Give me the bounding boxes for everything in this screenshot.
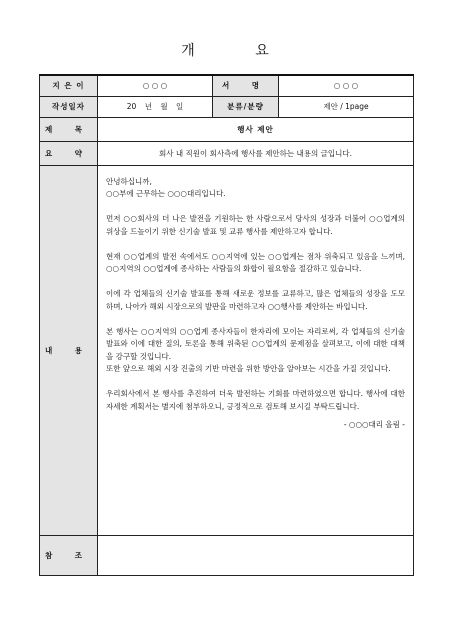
subject-row xyxy=(40,117,414,141)
content-label: 내 용 xyxy=(40,165,98,535)
greeting-line: 안녕하십니까, xyxy=(106,176,152,186)
reference-label: 참 조 xyxy=(40,535,98,575)
author-row xyxy=(40,75,414,96)
content-body xyxy=(98,165,414,535)
subject-value: 행사 제안 xyxy=(98,117,414,141)
category-value: 제안 / 1page xyxy=(279,96,414,117)
paragraph: 먼저 ○○회사의 더 나은 발전을 기원하는 한 사람으로서 당사의 성장과 더불어 ○○업계의 위상을 드높이기 위한 신기술 발표 및 교류 행사를 제안하고자 합니다. xyxy=(106,214,405,236)
signature-value: ○ ○ ○ xyxy=(279,75,414,96)
summary-row xyxy=(40,141,414,165)
date-label: 작성일자 xyxy=(40,96,98,117)
date-value: 20 년 월 일 xyxy=(98,96,213,117)
document-title: 개 요 xyxy=(181,43,297,59)
reference-row xyxy=(40,535,414,575)
reference-value xyxy=(98,535,414,575)
paragraph: 본 행사는 ○○지역의 ○○업계 종사자들이 한자리에 모이는 자리로써, 각 업체들의 신기술 발표와 이에 대한 질의, 토론을 통해 위축된 ○○업계의 문제점을 살펴보고, 이에 대한 대책을 강구할 것입니다. xyxy=(106,326,405,361)
summary-value: 회사 내 직원이 회사측에 행사를 제안하는 내용의 글입니다. xyxy=(98,141,414,165)
paragraph: 현재 ○○업계의 발전 속에서도 ○○지역에 있는 ○○업계는 점차 위축되고 있음을 느끼며, ○○지역의 ○○업계에 종사하는 사람들의 화합이 필요함을 절감하고 있습니다. xyxy=(106,251,405,273)
greeting-line: ○○부에 근무하는 ○○○대리입니다. xyxy=(106,189,226,198)
signoff: - ○○○대리 올림 - xyxy=(343,420,405,429)
paragraph: 우리회사에서 본 행사를 추진하여 더욱 발전하는 기회를 마련하였으면 합니다. 행사에 대한 자세한 계획서는 별지에 첨부하오니, 긍정적으로 검토해 보시길 부탁드립니다. xyxy=(106,389,405,411)
author-value: ○ ○ ○ xyxy=(98,75,213,96)
subject-label: 제 목 xyxy=(40,117,98,141)
date-row xyxy=(40,96,414,117)
summary-label: 요 약 xyxy=(40,141,98,165)
paragraph: 또한 앞으로 해외 시장 진출의 기반 마련을 위한 방안을 알아보는 시간을 가질 것입니다. xyxy=(106,364,391,373)
paragraph: 이에 각 업체들의 신기술 발표를 통해 새로운 정보를 교류하고, 많은 업체들의 성장을 도모하며, 나아가 해외 시장으로의 발판을 마련하고자 ○○행사를 제안하는 바입니다. xyxy=(106,289,405,311)
overview-table xyxy=(39,74,414,576)
category-label: 분류/분량 xyxy=(213,96,279,117)
author-label: 지 은 이 xyxy=(40,75,98,96)
signature-label: 서 명 xyxy=(213,75,279,96)
content-row xyxy=(40,165,414,535)
